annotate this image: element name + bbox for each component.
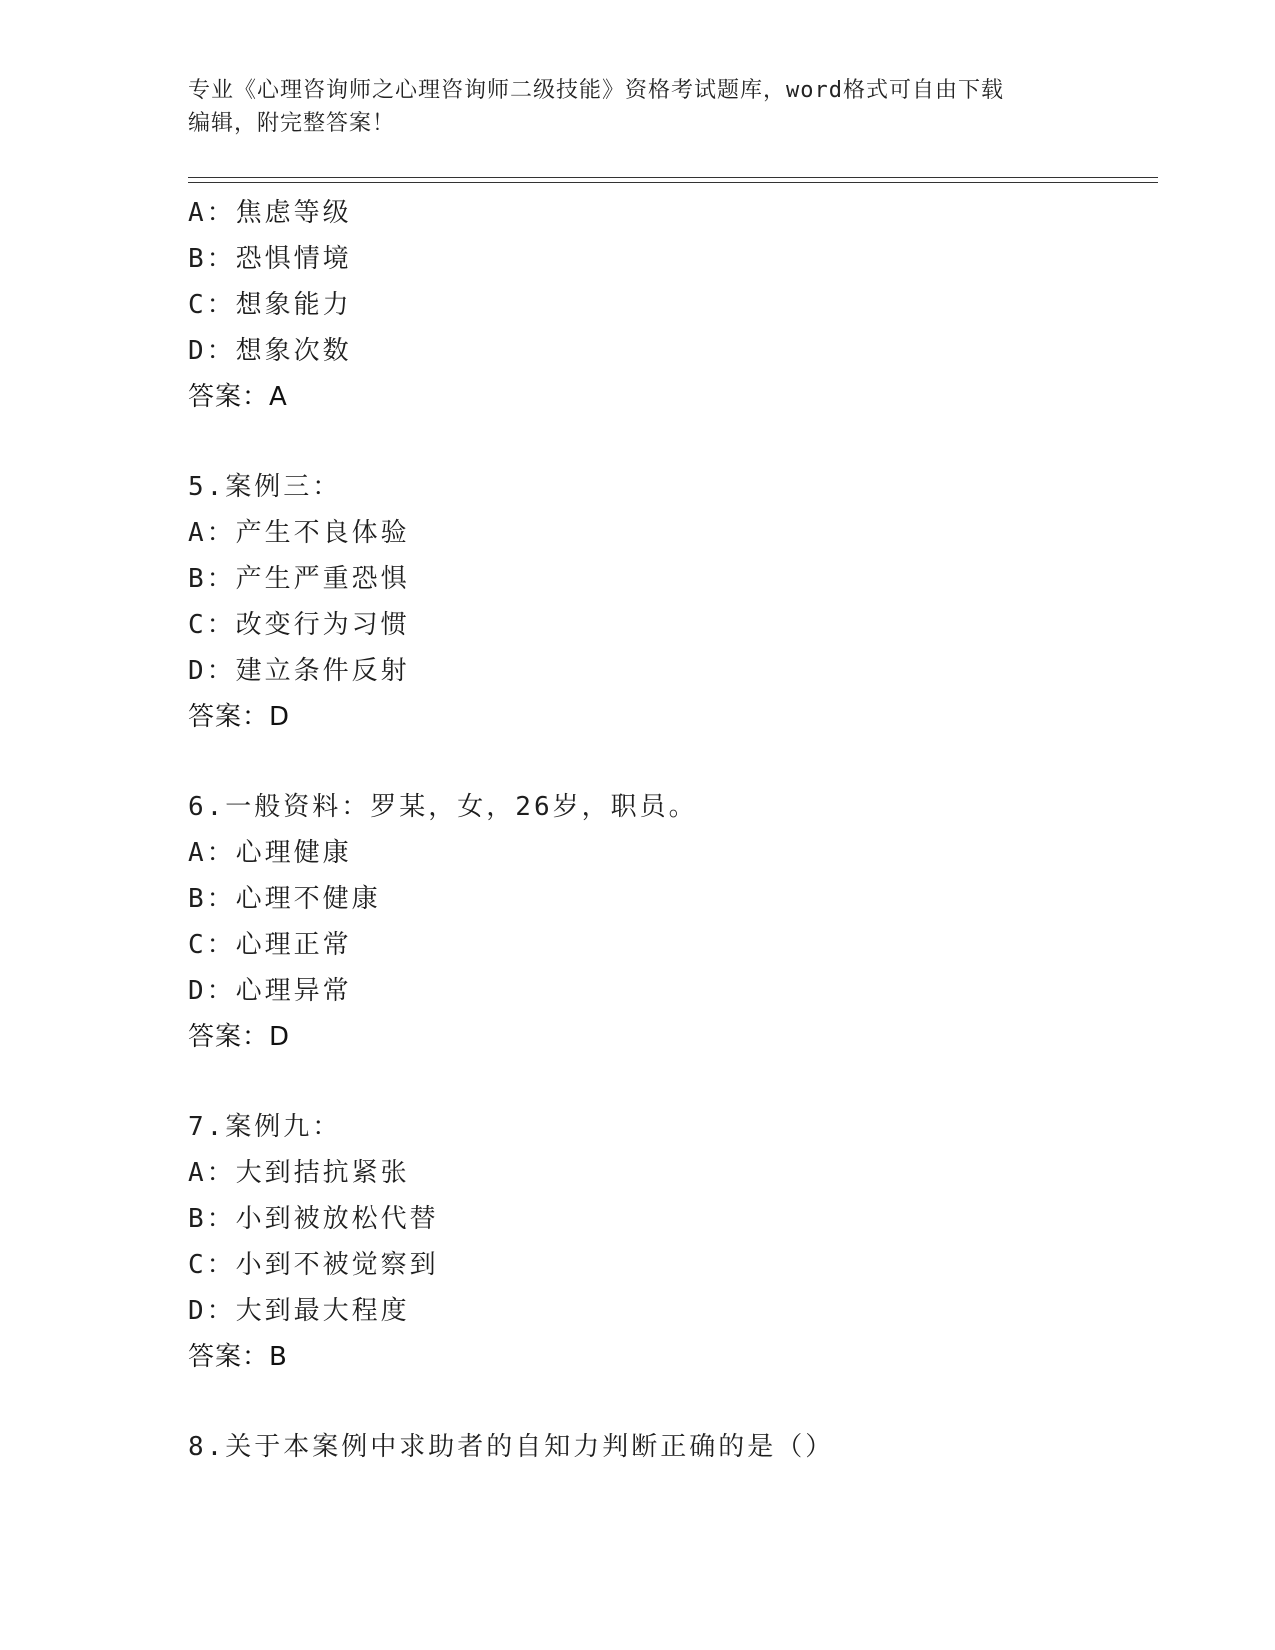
question-title: 7.案例九： bbox=[188, 1112, 342, 1142]
header-divider-bottom bbox=[188, 182, 1158, 183]
option-d: D：想象次数 bbox=[188, 336, 352, 366]
option-b: B：恐惧情境 bbox=[188, 244, 352, 274]
option-a: A：大到拮抗紧张 bbox=[188, 1158, 410, 1188]
option-b: B：小到被放松代替 bbox=[188, 1204, 439, 1234]
question-block bbox=[188, 464, 1148, 740]
answer-line: 答案：D bbox=[188, 702, 291, 732]
answer-line: 答案：D bbox=[188, 1022, 291, 1052]
option-c: C：想象能力 bbox=[188, 290, 352, 320]
block-spacer bbox=[188, 1060, 1148, 1104]
question-block bbox=[188, 784, 1148, 1060]
option-c: C：小到不被觉察到 bbox=[188, 1250, 439, 1280]
header-divider-top bbox=[188, 177, 1158, 178]
option-d: D：大到最大程度 bbox=[188, 1296, 410, 1326]
header-line-2: 编辑，附完整答案！ bbox=[188, 111, 396, 136]
option-d: D：建立条件反射 bbox=[188, 656, 410, 686]
block-spacer bbox=[188, 740, 1148, 784]
option-a: A：心理健康 bbox=[188, 838, 352, 868]
answer-line: 答案：A bbox=[188, 382, 288, 412]
question-block bbox=[188, 190, 1148, 420]
question-block bbox=[188, 1104, 1148, 1380]
header-line-1: 专业《心理咨询师之心理咨询师二级技能》资格考试题库，word格式可自由下载 bbox=[188, 78, 1004, 103]
option-a: A：产生不良体验 bbox=[188, 518, 410, 548]
option-c: C：改变行为习惯 bbox=[188, 610, 410, 640]
option-b: B：心理不健康 bbox=[188, 884, 381, 914]
option-a: A：焦虑等级 bbox=[188, 198, 352, 228]
document-header bbox=[188, 74, 1088, 140]
option-c: C：心理正常 bbox=[188, 930, 352, 960]
option-b: B：产生严重恐惧 bbox=[188, 564, 410, 594]
answer-line: 答案：B bbox=[188, 1342, 288, 1372]
question-list bbox=[188, 190, 1148, 1470]
question-title: 5.案例三： bbox=[188, 472, 342, 502]
question-title: 6.一般资料：罗某，女，26岁，职员。 bbox=[188, 792, 698, 822]
block-spacer bbox=[188, 420, 1148, 464]
block-spacer bbox=[188, 1380, 1148, 1424]
question-title: 8.关于本案例中求助者的自知力判断正确的是（） bbox=[188, 1432, 835, 1462]
option-d: D：心理异常 bbox=[188, 976, 352, 1006]
